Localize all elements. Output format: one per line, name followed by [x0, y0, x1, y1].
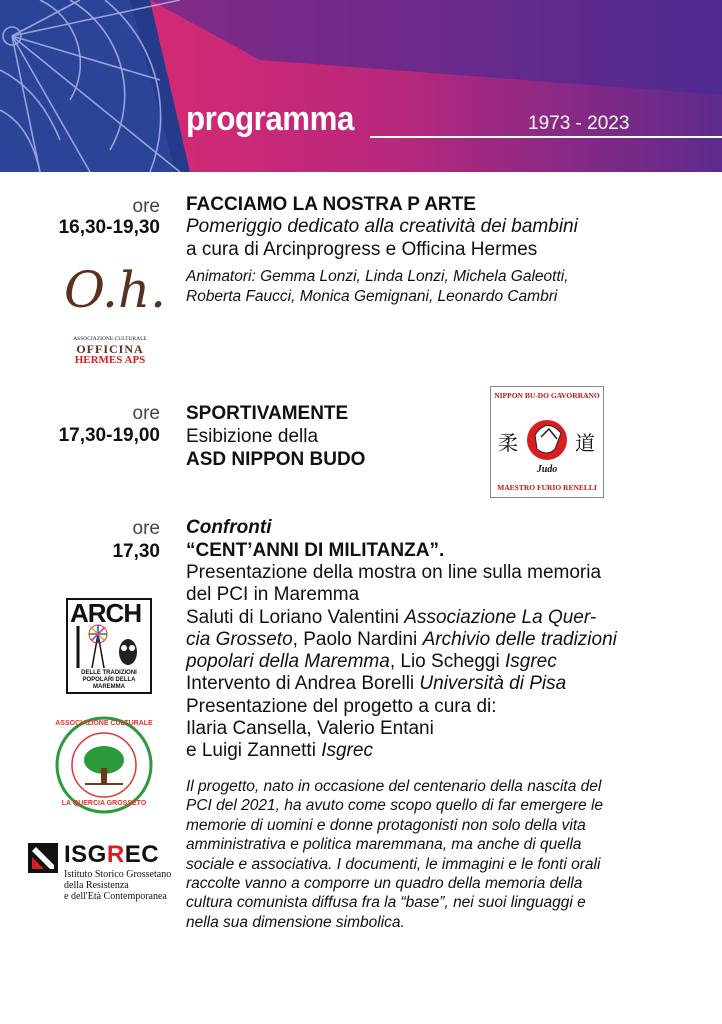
event-body-segment: Presentazione della mostra on line sulla memoria	[186, 562, 602, 583]
event-body-segment: cia Grosseto	[186, 628, 293, 650]
archivio-sub2: POPOLARI DELLA	[82, 677, 136, 683]
event-description-line: PCI del 2021, ha avuto come scopo quello di far emergere le	[186, 797, 604, 815]
event-description-line: sociale e associativa. I documenti, le immagini e le fonti orali	[186, 855, 601, 873]
event-description-line: Il progetto, nato in occasione del centenario della nascita del	[186, 778, 602, 795]
isgrec-sub2: della Resistenza	[64, 880, 129, 891]
event-title: “CENT’ANNI DI MILITANZA”.	[186, 540, 445, 561]
event-animators-line: Roberta Faucci, Monica Gemignani, Leonardo Cambri	[186, 288, 558, 305]
event-subtitle: Pomeriggio dedicato alla creatività dei bambini	[186, 216, 578, 237]
event-organizers: a cura di Arcinprogress e Officina Hermes	[186, 239, 538, 260]
judo-text: Judo	[536, 464, 558, 475]
nippon-budo-logo	[490, 386, 604, 498]
windmill-owl-icon	[68, 624, 150, 670]
event-body-line	[186, 629, 656, 651]
officina-name2: HERMES APS	[74, 354, 146, 366]
event-body-segment: Intervento di Andrea Borelli	[186, 673, 420, 695]
event-body-line	[186, 718, 656, 740]
event-description-line: raccolte vanno a comporre un quadro della memoria della	[186, 875, 583, 893]
title-underline	[370, 136, 722, 138]
isgrec-sub3: e dell'Età Contemporanea	[64, 891, 167, 902]
event-time: 16,30-19,30	[58, 217, 160, 238]
isgrec-logo	[28, 843, 178, 903]
nippon-top-text: NIPPON BU-DO GAVORRANO	[494, 391, 600, 400]
ore-label: ore	[132, 403, 160, 424]
event-animators-line: Animatori: Gemma Lonzi, Linda Lonzi, Michela Galeotti,	[186, 268, 569, 285]
event-body-line	[186, 696, 656, 718]
archivio-subtitle	[68, 670, 150, 691]
isgrec-name	[64, 841, 159, 869]
event-description-line: cultura comunista diffusa fra la “base”, nei suoi linguaggi e	[186, 894, 586, 912]
archivio-logo	[66, 598, 152, 694]
ore-label: ore	[132, 518, 160, 539]
event-line: Esibizione della	[186, 426, 319, 447]
event-description	[186, 777, 666, 932]
event-body-segment: popolari della Maremma	[186, 651, 390, 673]
event-body-segment: Saluti di Loriano Valentini	[186, 606, 405, 628]
event-body-segment: del PCI in Maremma	[186, 584, 360, 606]
header-background	[0, 0, 722, 172]
kanji-left: 柔	[498, 431, 518, 455]
event-title: FACCIAMO LA NOSTRA P ARTE	[186, 194, 476, 215]
ore-label: ore	[132, 196, 160, 217]
officina-subtitle: ASSOCIAZIONE CULTURALE	[73, 336, 147, 342]
event-body-segment: e Luigi Zannetti	[186, 740, 322, 762]
officina-name: OFFICINA	[76, 342, 144, 356]
event-body-line	[186, 562, 656, 584]
event-body-segment: Università di Pisa	[419, 673, 567, 695]
event-time: 17,30-19,00	[58, 425, 160, 446]
event-line: ASD NIPPON BUDO	[186, 449, 366, 470]
event-kicker: Confronti	[186, 517, 272, 538]
event-body-segment: , Lio Scheggi	[389, 651, 505, 673]
officina-hermes-logo	[60, 258, 167, 366]
event-body-line	[186, 673, 656, 695]
archivio-word: ARCH	[70, 598, 142, 628]
officina-mark: O.h.	[64, 261, 167, 319]
event-description-line: nella sua dimensione simbolica.	[186, 913, 405, 931]
event-body-segment: Ilaria Cansella, Valerio Entani	[186, 718, 434, 740]
isgrec-name-b: R	[106, 841, 125, 868]
event-body-segment: Archivio delle tradizioni	[422, 628, 617, 650]
event-body-segment: , Paolo Nardini	[292, 628, 423, 650]
event-title: SPORTIVAMENTE	[186, 403, 349, 424]
event-body-segment: Presentazione del progetto a cura di:	[186, 695, 497, 717]
isgrec-name-a: ISG	[64, 841, 107, 868]
header-banner	[0, 0, 722, 172]
event-body-segment: Associazione La Quer-	[404, 606, 597, 628]
event-time: 17,30	[112, 541, 160, 562]
years-label: 1973 - 2023	[528, 113, 630, 134]
isgrec-mark-icon	[28, 843, 58, 873]
event-body-segment: Isgrec	[321, 740, 373, 762]
quercia-bottom: LA QUERCIA GROSSETO	[61, 800, 147, 807]
isgrec-sub1: Istituto Storico Grossetano	[64, 869, 172, 880]
event-body-segment: Isgrec	[504, 651, 557, 673]
archivio-sub3: MAREMMA	[93, 684, 125, 690]
nippon-bottom-text: MAESTRO FURIO RENELLI	[497, 483, 597, 492]
isgrec-subtitle	[64, 869, 171, 902]
event-body-line	[186, 740, 656, 762]
archivio-sub1: DELLE TRADIZIONI	[81, 670, 137, 676]
event-description-line: amministrativa e politica maremmana, ma anche di quella	[186, 836, 582, 854]
event-body	[186, 562, 656, 763]
event-description-line: memorie di uomini e donne protagonisti non solo della vita	[186, 816, 586, 834]
kanji-right: 道	[575, 431, 595, 455]
quercia-top: ASSOCIAZIONE CULTURALE	[55, 720, 153, 727]
isgrec-name-c: EC	[124, 841, 160, 868]
event-body-line	[186, 584, 656, 606]
event-body-line	[186, 651, 656, 673]
page-title: programma	[186, 100, 354, 138]
event-body-line	[186, 607, 656, 629]
quercia-logo	[55, 716, 153, 814]
